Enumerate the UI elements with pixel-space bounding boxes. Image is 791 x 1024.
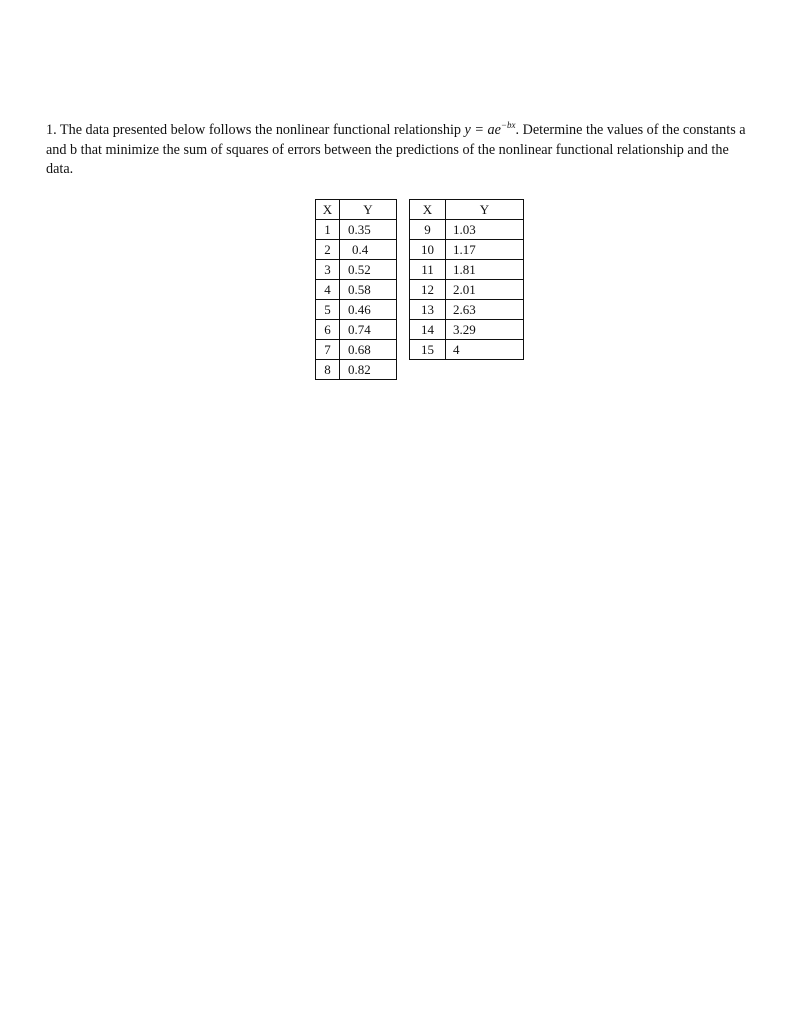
cell-x: 1 [316,220,340,240]
cell-x: 6 [316,320,340,340]
table-row [316,300,397,320]
data-table-right [409,199,524,360]
cell-y: 0.58 [340,280,397,300]
cell-x: 9 [410,220,446,240]
table-row [410,280,524,300]
problem-text-after: . Determine the values of the constants a and b that minimize the sum of squares of errors between the predictions of the nonlinear functional relationship and the data. [46,122,746,177]
table-header-row [316,200,397,220]
cell-x: 12 [410,280,446,300]
header-y: Y [340,200,397,220]
cell-y: 1.17 [446,240,524,260]
cell-y: 0.4 [340,240,397,260]
problem-statement [46,121,746,180]
cell-y: 0.82 [340,360,397,380]
cell-y: 0.46 [340,300,397,320]
cell-x: 11 [410,260,446,280]
cell-x: 14 [410,320,446,340]
table-row [316,260,397,280]
table-row [410,240,524,260]
header-x: X [410,200,446,220]
table-row [410,260,524,280]
cell-y: 2.63 [446,300,524,320]
cell-y: 3.29 [446,320,524,340]
cell-y: 0.35 [340,220,397,240]
table-row [410,220,524,240]
formula [465,122,516,138]
cell-x: 15 [410,340,446,360]
table-row [316,340,397,360]
cell-x: 8 [316,360,340,380]
table-row [316,220,397,240]
table-row [316,360,397,380]
table-row [410,300,524,320]
cell-x: 4 [316,280,340,300]
cell-x: 10 [410,240,446,260]
cell-y: 1.81 [446,260,524,280]
cell-x: 13 [410,300,446,320]
table-row [410,320,524,340]
cell-y: 1.03 [446,220,524,240]
table-row [316,280,397,300]
cell-x: 2 [316,240,340,260]
cell-x: 7 [316,340,340,360]
cell-y: 4 [446,340,524,360]
cell-y: 0.52 [340,260,397,280]
table-header-row [410,200,524,220]
table-row [410,340,524,360]
cell-y: 0.68 [340,340,397,360]
header-x: X [316,200,340,220]
formula-exponent: −bx [500,120,516,130]
table-row [316,240,397,260]
cell-y: 0.74 [340,320,397,340]
data-table-left [315,199,397,380]
header-y: Y [446,200,524,220]
table-row [316,320,397,340]
problem-text-before: 1. The data presented below follows the nonlinear functional relationship [46,122,465,138]
cell-x: 5 [316,300,340,320]
cell-y: 2.01 [446,280,524,300]
formula-base: y = ae [464,122,501,138]
cell-x: 3 [316,260,340,280]
